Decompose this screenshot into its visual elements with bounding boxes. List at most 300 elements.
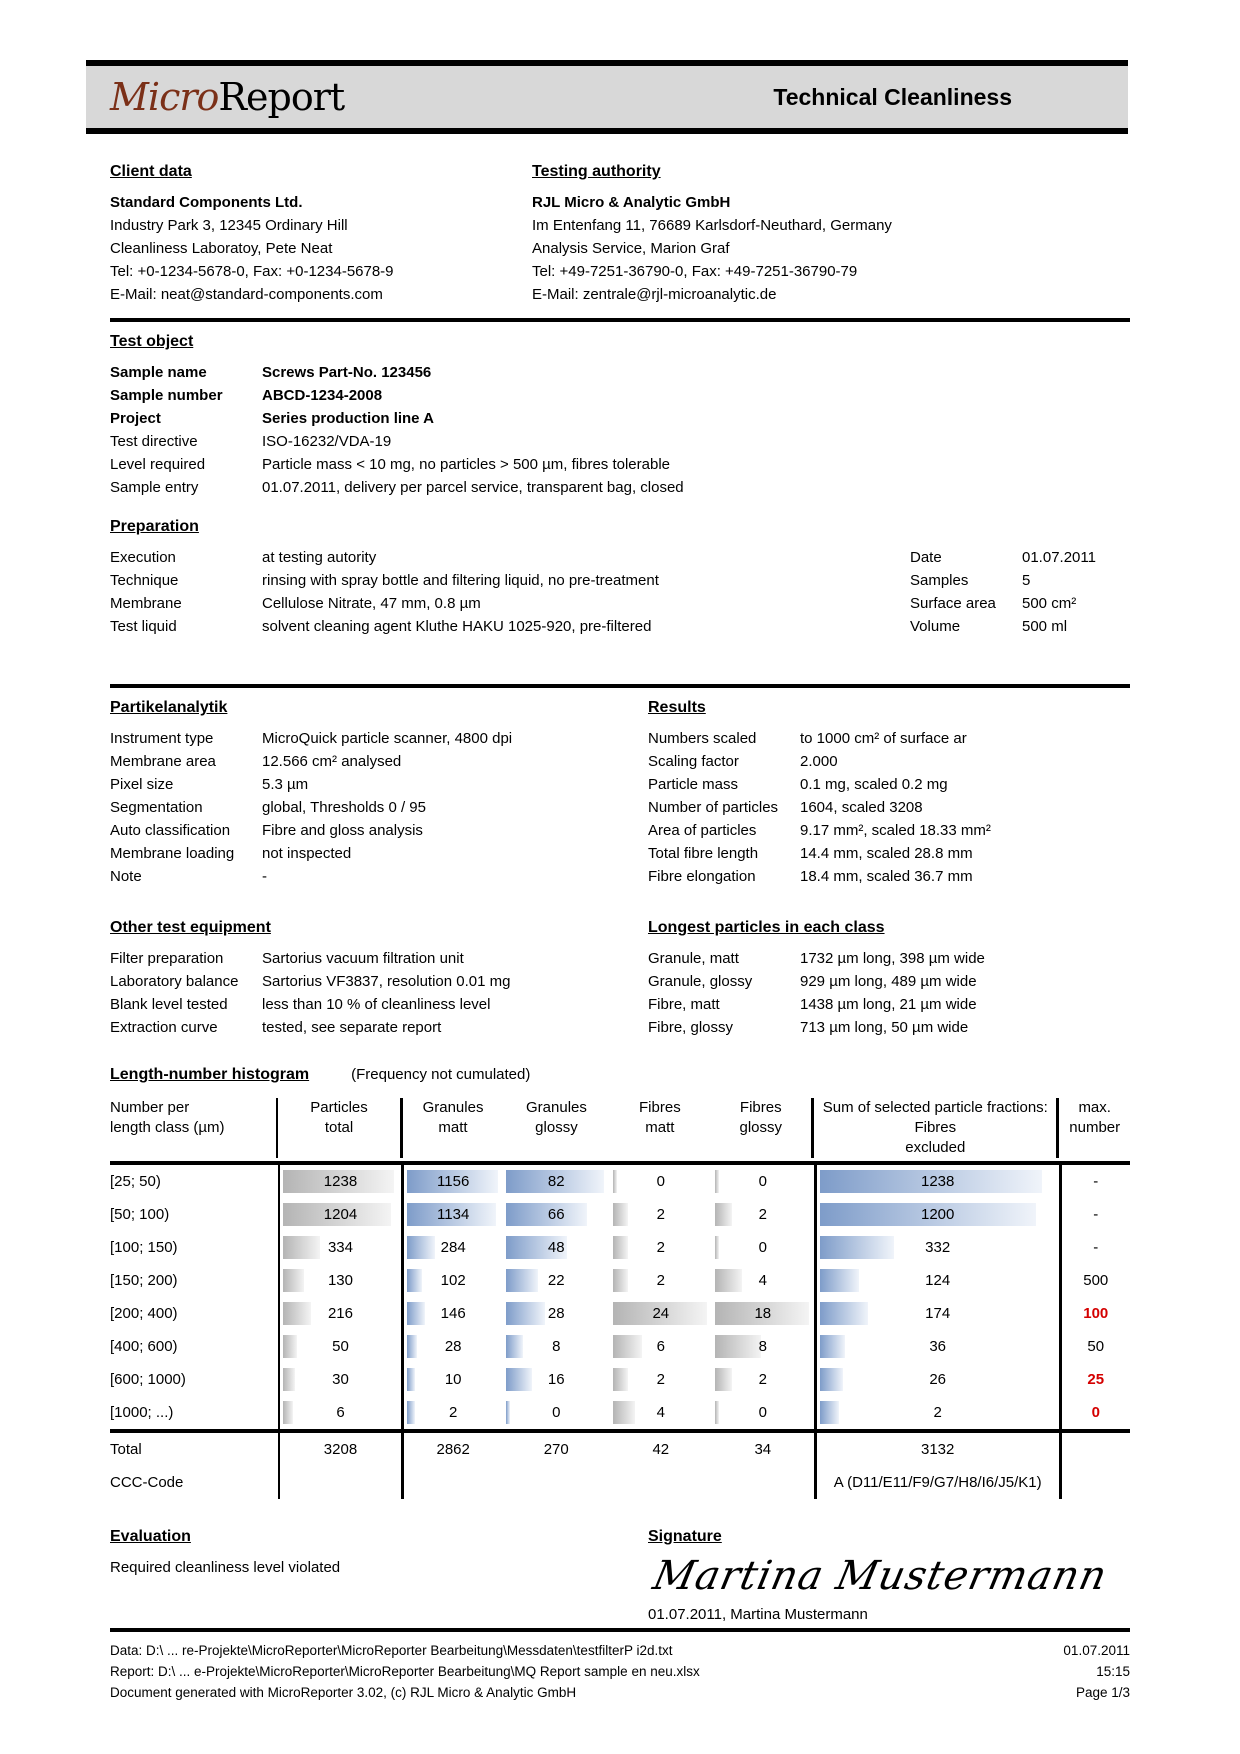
authority-address: Im Entenfang 11, 76689 Karlsdorf-Neuthard, Germany bbox=[532, 217, 892, 234]
histogram-cell-total bbox=[278, 1330, 400, 1363]
histogram-header-row bbox=[110, 1098, 1130, 1165]
histogram-cell-sum bbox=[814, 1363, 1059, 1396]
histogram-bar bbox=[613, 1368, 628, 1391]
kv-value: 929 µm long, 489 µm wide bbox=[800, 973, 977, 990]
histogram-cell-fm bbox=[610, 1297, 712, 1330]
histogram-table bbox=[110, 1098, 1130, 1499]
particle-analytics-heading: Partikelanalytik bbox=[110, 699, 228, 716]
max-number-value: 50 bbox=[1087, 1338, 1105, 1355]
kv-label: Technique bbox=[110, 572, 179, 589]
histogram-value: 284 bbox=[440, 1239, 466, 1256]
kv-row bbox=[110, 993, 648, 1016]
kv-label: Sample entry bbox=[110, 479, 199, 496]
histogram-bar bbox=[506, 1335, 523, 1358]
histogram-value: 50 bbox=[332, 1338, 349, 1355]
analytics-section bbox=[110, 696, 1130, 888]
equipment-section bbox=[110, 916, 1130, 1039]
histogram-row bbox=[110, 1165, 1130, 1198]
kv-value: 9.17 mm², scaled 18.33 mm² bbox=[800, 822, 991, 839]
ccc-cell-range bbox=[110, 1466, 278, 1499]
kv-row bbox=[648, 773, 1130, 796]
kv-label: Level required bbox=[110, 456, 206, 473]
kv-value: Sartorius vacuum filtration unit bbox=[262, 950, 464, 967]
histogram-bar bbox=[820, 1236, 894, 1259]
length-class-label: [400; 600) bbox=[110, 1338, 178, 1355]
total-cell-max bbox=[1059, 1433, 1130, 1466]
evaluation-section bbox=[110, 1525, 1130, 1626]
histogram-header-range bbox=[110, 1098, 276, 1158]
histogram-header-line: number bbox=[1069, 1119, 1121, 1136]
max-number-value: 500 bbox=[1083, 1272, 1109, 1289]
histogram-cell-total bbox=[278, 1363, 400, 1396]
kv-right-value: 500 ml bbox=[1022, 618, 1068, 635]
kv-value: 1732 µm long, 398 µm wide bbox=[800, 950, 985, 967]
kv-row bbox=[110, 819, 648, 842]
kv-value: 0.1 mg, scaled 0.2 mg bbox=[800, 776, 948, 793]
histogram-header-fm bbox=[609, 1098, 710, 1158]
histogram-bar bbox=[820, 1302, 868, 1325]
histogram-value: 130 bbox=[327, 1272, 353, 1289]
section-divider bbox=[110, 318, 1130, 322]
histogram-cell-total bbox=[278, 1396, 400, 1429]
histogram-value: 2 bbox=[758, 1206, 767, 1223]
kv-label: Sample number bbox=[110, 387, 223, 404]
histogram-header-line: glossy bbox=[535, 1119, 578, 1136]
histogram-bar bbox=[715, 1368, 733, 1391]
histogram-value: 2 bbox=[656, 1239, 665, 1256]
kv-row bbox=[648, 819, 1130, 842]
kv-value: Cellulose Nitrate, 47 mm, 0.8 µm bbox=[262, 595, 481, 612]
test-object-section bbox=[110, 330, 1130, 499]
histogram-bar bbox=[613, 1269, 628, 1292]
histogram-value: 10 bbox=[444, 1371, 462, 1388]
histogram-bar bbox=[407, 1269, 422, 1292]
histogram-cell-gm bbox=[401, 1198, 503, 1231]
histogram-cell-sum bbox=[814, 1297, 1059, 1330]
kv-row bbox=[648, 865, 1130, 888]
histogram-value: 30 bbox=[332, 1371, 349, 1388]
histogram-value: 28 bbox=[444, 1338, 462, 1355]
kv-right-value: 5 bbox=[1022, 572, 1031, 589]
histogram-cell-sum bbox=[814, 1330, 1059, 1363]
histogram-bar bbox=[613, 1401, 635, 1424]
kv-row bbox=[110, 842, 648, 865]
evaluation-heading: Evaluation bbox=[110, 1528, 191, 1545]
evaluation-block bbox=[110, 1525, 648, 1626]
histogram-header-max bbox=[1056, 1098, 1130, 1158]
histogram-cell-gm bbox=[401, 1396, 503, 1429]
equipment-rows bbox=[110, 947, 648, 1039]
histogram-value: 24 bbox=[652, 1305, 670, 1322]
kv-right-label: Date bbox=[910, 549, 942, 566]
histogram-row bbox=[110, 1363, 1130, 1396]
total-cell-fg bbox=[712, 1433, 814, 1466]
kv-value: to 1000 cm² of surface ar bbox=[800, 730, 967, 747]
testing-authority-block bbox=[532, 160, 1130, 306]
ccc-cell-total bbox=[278, 1466, 400, 1499]
histogram-value: 16 bbox=[547, 1371, 565, 1388]
histogram-bar bbox=[407, 1401, 415, 1424]
max-number-value: - bbox=[1093, 1206, 1099, 1223]
histogram-cell-sum bbox=[814, 1198, 1059, 1231]
kv-label: Scaling factor bbox=[648, 753, 739, 770]
histogram-row bbox=[110, 1297, 1130, 1330]
kv-label: Fibre, glossy bbox=[648, 1019, 734, 1036]
histogram-bar bbox=[715, 1203, 733, 1226]
kv-value: 18.4 mm, scaled 36.7 mm bbox=[800, 868, 973, 885]
kv-label: Area of particles bbox=[648, 822, 757, 839]
client-heading: Client data bbox=[110, 163, 192, 180]
histogram-bar bbox=[820, 1269, 860, 1292]
kv-row bbox=[110, 569, 1130, 592]
histogram-header-line: Granules bbox=[526, 1099, 587, 1116]
histogram-row bbox=[110, 1231, 1130, 1264]
total-value: 2862 bbox=[436, 1441, 470, 1458]
histogram-cell-fm bbox=[610, 1231, 712, 1264]
kv-row bbox=[648, 947, 1130, 970]
histogram-value: 1238 bbox=[920, 1173, 955, 1190]
signature-block bbox=[648, 1525, 1130, 1626]
histogram-value: 66 bbox=[547, 1206, 565, 1223]
histogram-cell-max bbox=[1059, 1396, 1130, 1429]
footer-left bbox=[110, 1640, 700, 1703]
total-cell-gm bbox=[401, 1433, 503, 1466]
histogram-cell-gg bbox=[503, 1231, 610, 1264]
kv-label: Laboratory balance bbox=[110, 973, 239, 990]
kv-label: Membrane bbox=[110, 595, 182, 612]
histogram-bar bbox=[613, 1335, 643, 1358]
histogram-cell-range bbox=[110, 1231, 278, 1264]
client-data-block bbox=[110, 160, 532, 306]
max-number-value: 0 bbox=[1091, 1404, 1100, 1421]
histogram-total-row bbox=[110, 1429, 1130, 1466]
histogram-cell-fm bbox=[610, 1396, 712, 1429]
kv-value: 5.3 µm bbox=[262, 776, 309, 793]
kv-row bbox=[110, 430, 1130, 453]
histogram-header-line: max. bbox=[1078, 1099, 1111, 1116]
document-title: Technical Cleanliness bbox=[773, 83, 1012, 110]
histogram-value: 2 bbox=[656, 1206, 665, 1223]
histogram-value: 124 bbox=[925, 1272, 951, 1289]
histogram-bar bbox=[407, 1302, 425, 1325]
max-number-value: 100 bbox=[1083, 1305, 1109, 1322]
histogram-cell-range bbox=[110, 1264, 278, 1297]
authority-company: RJL Micro & Analytic GmbH bbox=[532, 194, 731, 211]
kv-row bbox=[648, 1016, 1130, 1039]
kv-value: Particle mass < 10 mg, no particles > 500 µm, fibres tolerable bbox=[262, 456, 670, 473]
equipment-block bbox=[110, 916, 648, 1039]
histogram-cell-fg bbox=[712, 1330, 814, 1363]
preparation-heading: Preparation bbox=[110, 518, 199, 535]
ccc-label: CCC-Code bbox=[110, 1474, 184, 1491]
client-address: Industry Park 3, 12345 Ordinary Hill bbox=[110, 217, 348, 234]
histogram-value: 1156 bbox=[437, 1173, 470, 1190]
histogram-cell-gm bbox=[401, 1264, 503, 1297]
histogram-bar bbox=[820, 1368, 844, 1391]
histogram-value: 6 bbox=[336, 1404, 345, 1421]
equipment-heading: Other test equipment bbox=[110, 919, 271, 936]
histogram-value: 18 bbox=[754, 1305, 772, 1322]
histogram-bar bbox=[715, 1401, 719, 1424]
histogram-header-line: Fibres bbox=[739, 1099, 782, 1116]
kv-row bbox=[648, 727, 1130, 750]
histogram-bar bbox=[506, 1302, 545, 1325]
kv-row bbox=[648, 993, 1130, 1016]
kv-row bbox=[110, 1016, 648, 1039]
authority-contact: Analysis Service, Marion Graf bbox=[532, 240, 730, 257]
histogram-header-line: length class (µm) bbox=[110, 1119, 225, 1136]
histogram-header-line: Particles bbox=[310, 1099, 368, 1116]
histogram-cell-fg bbox=[712, 1231, 814, 1264]
footer-page-number: Page 1/3 bbox=[1075, 1685, 1130, 1700]
kv-label: Test directive bbox=[110, 433, 198, 450]
histogram-cell-gm bbox=[401, 1231, 503, 1264]
signature-heading: Signature bbox=[648, 1528, 722, 1545]
kv-right-label: Surface area bbox=[910, 595, 996, 612]
histogram-cell-total bbox=[278, 1165, 400, 1198]
preparation-rows bbox=[110, 546, 1130, 638]
kv-label: Membrane loading bbox=[110, 845, 235, 862]
histogram-cell-gg bbox=[503, 1165, 610, 1198]
total-cell-fm bbox=[610, 1433, 712, 1466]
total-value: 34 bbox=[754, 1441, 772, 1458]
histogram-value: 2 bbox=[758, 1371, 767, 1388]
histogram-cell-total bbox=[278, 1198, 400, 1231]
histogram-cell-fm bbox=[610, 1264, 712, 1297]
kv-row bbox=[648, 842, 1130, 865]
histogram-cell-fm bbox=[610, 1363, 712, 1396]
results-rows bbox=[648, 727, 1130, 888]
kv-row bbox=[110, 407, 1130, 430]
histogram-value: 82 bbox=[547, 1173, 565, 1190]
histogram-bar bbox=[283, 1302, 310, 1325]
kv-row bbox=[110, 970, 648, 993]
total-cell-range bbox=[110, 1433, 278, 1466]
histogram-value: 0 bbox=[758, 1239, 767, 1256]
kv-row bbox=[110, 727, 648, 750]
kv-row bbox=[110, 773, 648, 796]
histogram-header-line: Granules bbox=[422, 1099, 484, 1116]
histogram-cell-range bbox=[110, 1165, 278, 1198]
ccc-cell-max bbox=[1059, 1466, 1130, 1499]
histogram-value: 8 bbox=[758, 1338, 767, 1355]
max-number-value: 25 bbox=[1087, 1371, 1105, 1388]
histogram-bar bbox=[820, 1401, 840, 1424]
histogram-value: 4 bbox=[758, 1272, 767, 1289]
histogram-cell-max bbox=[1059, 1330, 1130, 1363]
longest-particles-rows bbox=[648, 947, 1130, 1039]
histogram-header-gm bbox=[400, 1098, 504, 1158]
kv-label: Instrument type bbox=[110, 730, 214, 747]
histogram-value: 1200 bbox=[920, 1206, 955, 1223]
footer-data-path: Data: D:\ ... re-Projekte\MicroReporter\MicroReporter Bearbeitung\Messdaten\testfilterP i2d.txt bbox=[110, 1643, 673, 1658]
histogram-bar bbox=[715, 1269, 742, 1292]
kv-label: Project bbox=[110, 410, 161, 427]
histogram-value: 0 bbox=[656, 1173, 665, 1190]
histogram-cell-fm bbox=[610, 1198, 712, 1231]
histogram-bar bbox=[283, 1269, 303, 1292]
total-value: 3208 bbox=[323, 1441, 358, 1458]
histogram-header-line: matt bbox=[438, 1119, 468, 1136]
histogram-value: 2 bbox=[449, 1404, 458, 1421]
preparation-section bbox=[110, 515, 1130, 638]
kv-value: Screws Part-No. 123456 bbox=[262, 364, 432, 381]
histogram-value: 334 bbox=[327, 1239, 353, 1256]
histogram-value: 2 bbox=[933, 1404, 942, 1421]
histogram-cell-gm bbox=[401, 1363, 503, 1396]
histogram-value: 146 bbox=[440, 1305, 466, 1322]
kv-label: Execution bbox=[110, 549, 176, 566]
histogram-cell-max bbox=[1059, 1165, 1130, 1198]
authority-email: E-Mail: zentrale@rjl-microanalytic.de bbox=[532, 286, 777, 303]
histogram-cell-fg bbox=[712, 1363, 814, 1396]
histogram-header-line: Sum of selected particle fractions: Fibres bbox=[822, 1099, 1048, 1136]
histogram-cell-total bbox=[278, 1297, 400, 1330]
histogram-ccc-row bbox=[110, 1466, 1130, 1499]
brand-report: Report bbox=[218, 75, 345, 119]
client-phone: Tel: +0-1234-5678-0, Fax: +0-1234-5678-9 bbox=[110, 263, 394, 280]
histogram-bar bbox=[283, 1335, 297, 1358]
histogram-cell-fm bbox=[610, 1165, 712, 1198]
histogram-header-total bbox=[276, 1098, 399, 1158]
footer-report-path: Report: D:\ ... e-Projekte\MicroReporter\MicroReporter Bearbeitung\MQ Report sample en neu.xlsx bbox=[110, 1664, 700, 1679]
histogram-bar bbox=[613, 1203, 628, 1226]
kv-value: ABCD-1234-2008 bbox=[262, 387, 383, 404]
kv-row bbox=[648, 796, 1130, 819]
kv-value: rinsing with spray bottle and filtering liquid, no pre-treatment bbox=[262, 572, 659, 589]
histogram-header-sum bbox=[811, 1098, 1056, 1158]
client-company: Standard Components Ltd. bbox=[110, 194, 303, 211]
kv-value: not inspected bbox=[262, 845, 352, 862]
histogram-cell-gg bbox=[503, 1198, 610, 1231]
histogram-value: 2 bbox=[656, 1371, 665, 1388]
kv-label: Sample name bbox=[110, 364, 207, 381]
histogram-value: 4 bbox=[656, 1404, 665, 1421]
histogram-header-line: Fibres bbox=[639, 1099, 681, 1116]
histogram-value: 6 bbox=[656, 1338, 665, 1355]
length-class-label: [50; 100) bbox=[110, 1206, 170, 1223]
kv-label: Pixel size bbox=[110, 776, 174, 793]
client-email: E-Mail: neat@standard-components.com bbox=[110, 286, 383, 303]
histogram-cell-max bbox=[1059, 1264, 1130, 1297]
histogram-bar bbox=[613, 1236, 628, 1259]
particle-analytics-rows bbox=[110, 727, 648, 888]
kv-value: 12.566 cm² analysed bbox=[262, 753, 402, 770]
histogram-cell-max bbox=[1059, 1231, 1130, 1264]
histogram-cell-fg bbox=[712, 1264, 814, 1297]
histogram-cell-max bbox=[1059, 1198, 1130, 1231]
kv-value: 14.4 mm, scaled 28.8 mm bbox=[800, 845, 973, 862]
histogram-value: 1204 bbox=[323, 1206, 358, 1223]
histogram-cell-total bbox=[278, 1231, 400, 1264]
footer-time: 15:15 bbox=[1096, 1664, 1130, 1679]
histogram-cell-fg bbox=[712, 1198, 814, 1231]
histogram-cell-gg bbox=[503, 1396, 610, 1429]
histogram-header-line: total bbox=[324, 1119, 354, 1136]
histogram-cell-range bbox=[110, 1363, 278, 1396]
histogram-cell-max bbox=[1059, 1363, 1130, 1396]
footer-generator: Document generated with MicroReporter 3.02, (c) RJL Micro & Analytic GmbH bbox=[110, 1685, 577, 1700]
histogram-bar bbox=[283, 1236, 320, 1259]
histogram-value: 28 bbox=[547, 1305, 565, 1322]
histogram-cell-gg bbox=[503, 1264, 610, 1297]
kv-value: 713 µm long, 50 µm wide bbox=[800, 1019, 969, 1036]
kv-value: global, Thresholds 0 / 95 bbox=[262, 799, 426, 816]
total-value: 3132 bbox=[920, 1441, 955, 1458]
histogram-bar bbox=[715, 1335, 761, 1358]
kv-row bbox=[110, 592, 1130, 615]
kv-row bbox=[648, 970, 1130, 993]
evaluation-text: Required cleanliness level violated bbox=[110, 1559, 341, 1576]
histogram-bar bbox=[407, 1335, 417, 1358]
test-object-rows bbox=[110, 361, 1130, 499]
kv-label: Extraction curve bbox=[110, 1019, 218, 1036]
kv-label: Fibre, matt bbox=[648, 996, 720, 1013]
histogram-cell-range bbox=[110, 1330, 278, 1363]
kv-right-value: 01.07.2011 bbox=[1022, 549, 1096, 566]
histogram-cell-gg bbox=[503, 1330, 610, 1363]
kv-label: Particle mass bbox=[648, 776, 739, 793]
histogram-cell-gm bbox=[401, 1297, 503, 1330]
histogram-header-gg bbox=[503, 1098, 609, 1158]
histogram-header-line: Number per bbox=[110, 1099, 190, 1116]
longest-particles-block bbox=[648, 916, 1130, 1039]
kv-row bbox=[110, 750, 648, 773]
footer-divider bbox=[110, 1628, 1130, 1632]
histogram-cell-fm bbox=[610, 1330, 712, 1363]
histogram-cell-gg bbox=[503, 1297, 610, 1330]
histogram-bar bbox=[613, 1170, 617, 1193]
kv-value: - bbox=[262, 868, 267, 885]
kv-label: Total fibre length bbox=[648, 845, 759, 862]
client-contact: Cleanliness Laboratoy, Pete Neat bbox=[110, 240, 333, 257]
histogram-cell-fg bbox=[712, 1396, 814, 1429]
footer-right bbox=[1063, 1640, 1130, 1703]
kv-label: Granule, glossy bbox=[648, 973, 753, 990]
contact-section bbox=[110, 160, 1130, 306]
ccc-cell-fm bbox=[610, 1466, 712, 1499]
kv-right-label: Samples bbox=[910, 572, 969, 589]
histogram-value: 0 bbox=[758, 1173, 767, 1190]
length-class-label: [600; 1000) bbox=[110, 1371, 186, 1388]
histogram-value: 8 bbox=[552, 1338, 561, 1355]
histogram-heading: Length-number histogram bbox=[110, 1066, 310, 1083]
histogram-cell-sum bbox=[814, 1231, 1059, 1264]
kv-label: Membrane area bbox=[110, 753, 216, 770]
total-cell-sum bbox=[814, 1433, 1059, 1466]
histogram-value: 48 bbox=[547, 1239, 565, 1256]
histogram-value: 2 bbox=[656, 1272, 665, 1289]
results-heading: Results bbox=[648, 699, 706, 716]
authority-phone: Tel: +49-7251-36790-0, Fax: +49-7251-36790-79 bbox=[532, 263, 858, 280]
histogram-row bbox=[110, 1264, 1130, 1297]
kv-row bbox=[110, 546, 1130, 569]
kv-row bbox=[110, 796, 648, 819]
kv-value: 1604, scaled 3208 bbox=[800, 799, 923, 816]
histogram-cell-range bbox=[110, 1198, 278, 1231]
total-cell-total bbox=[278, 1433, 400, 1466]
max-number-value: - bbox=[1093, 1173, 1099, 1190]
histogram-value: 1238 bbox=[323, 1173, 358, 1190]
kv-value: 2.000 bbox=[800, 753, 838, 770]
histogram-row bbox=[110, 1330, 1130, 1363]
histogram-value: 0 bbox=[552, 1404, 561, 1421]
kv-value: ISO-16232/VDA-19 bbox=[262, 433, 392, 450]
histogram-bar bbox=[506, 1203, 587, 1226]
histogram-bar bbox=[715, 1236, 719, 1259]
kv-label: Granule, matt bbox=[648, 950, 739, 967]
kv-right-value: 500 cm² bbox=[1022, 595, 1077, 612]
